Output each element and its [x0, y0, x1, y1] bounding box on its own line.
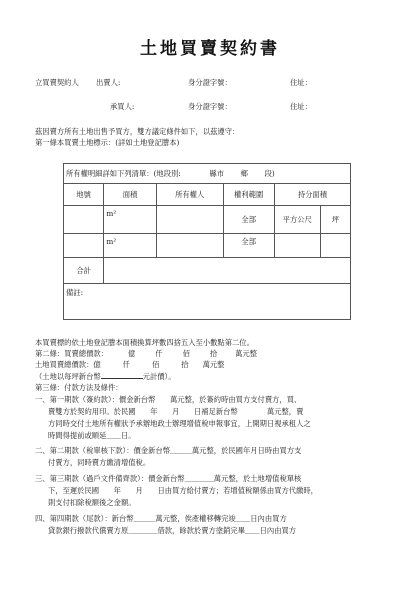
- area-unit-cell: m²: [104, 206, 156, 234]
- per-ping-suffix: 元計價）。: [142, 372, 176, 381]
- per-ping-blank[interactable]: [101, 371, 143, 379]
- holding-sqm-cell: [274, 234, 320, 258]
- payment-item-3-line: 下，至遲於民國 年 月 日由買方給付賣方；若增值稅額係由買方代繳時，: [48, 486, 318, 495]
- article-2-line: [35, 349, 257, 358]
- payment-item-1-line: 賣雙方於契約用印。於民國 年 月 日補足新台幣 萬元整，賣: [48, 407, 304, 416]
- area-unit-cell: m²: [104, 234, 156, 258]
- land-price-unit: 仟: [122, 360, 130, 369]
- land-price-unit: 佰: [151, 360, 160, 369]
- buyer-id-label: 身分證字號：: [188, 102, 232, 111]
- payment-item-2-line: 二、第二期款（稅單核下款）：價金新台幣＿＿＿萬元整，於民國年月日時由買方支: [35, 446, 302, 455]
- col-owner: 所有權人: [156, 184, 223, 206]
- col-scope: 權利範圍: [223, 184, 274, 206]
- lot-cell: [64, 234, 104, 258]
- payment-item-1-line: 方同時交付土地所有權狀予承辦地政士辦理增值稅申報事宜，上開期日視承租人之: [48, 419, 311, 428]
- payment-item-4-line: 四、第四期款（尾款）：新台幣＿＿＿萬元整，俟產權移轉完竣＿＿日內由買方: [35, 514, 287, 523]
- price-unit: 億: [127, 349, 136, 358]
- parties-intro: 立買賣契約人: [35, 78, 79, 87]
- article-3-heading: 第三條：付款方法及條件：: [35, 383, 123, 392]
- land-table: [63, 163, 351, 320]
- table-header-city: 縣市: [209, 168, 225, 178]
- payment-item-1-line: 時間得提前或順延＿＿日。: [48, 431, 136, 440]
- seller-id-label: 身分證字號：: [188, 78, 232, 87]
- price-unit: 拾: [209, 349, 218, 358]
- price-unit: 仟: [155, 349, 163, 358]
- holding-ping-cell: [320, 234, 350, 258]
- seller-address-label: 住址：: [290, 78, 312, 87]
- area-note: 本買賣標的依土地登記謄本面積換算坪數四捨五入至小數點第二位。: [35, 338, 254, 347]
- col-lot: 地號: [64, 184, 104, 206]
- table-header-row: [64, 164, 351, 184]
- land-price-unit: 拾: [181, 360, 189, 369]
- payment-item-3-line: 三、第三期款（過戶文件備齊款）：價金新台幣＿＿＿＿萬元整，於土地增值稅單核: [35, 474, 302, 483]
- land-price-unit: 萬元整: [202, 360, 225, 369]
- col-holding: 持分面積: [274, 184, 350, 206]
- owner-cell: [156, 234, 223, 258]
- document-title: 土地買賣契約書: [140, 39, 280, 59]
- article-1: 第一條本買賣土地標示：(詳如土地登記謄本): [35, 138, 180, 147]
- table-header-section: 段): [264, 168, 275, 178]
- table-header-township: 鄉: [240, 168, 248, 178]
- seller-label: 出賣人:: [96, 78, 121, 87]
- per-ping-prefix: （土地以每坪新台幣: [35, 372, 101, 381]
- article-2-heading: 第二條：買賣總價款：: [35, 349, 108, 358]
- scope-cell: 全部: [223, 206, 274, 234]
- payment-item-3-line: 則支付扣除稅額後之金額。: [48, 498, 136, 507]
- scope-cell: 全部: [223, 234, 274, 258]
- table-header-text: 所有權明細詳如下列清單：(地段別:: [66, 168, 181, 178]
- payment-item-4-line: 貸款銀行撥款代償賣方原＿＿＿＿借款，餘款於賣方塗銷完畢＿＿日內由買方: [48, 526, 297, 535]
- payment-item-1-line: 一、第一期款（簽約款）：價金新台幣 萬元整，於簽約時由買方支付賣方，買、: [35, 395, 302, 404]
- buyer-label: 承買人:: [110, 102, 135, 111]
- subtotal-value: [104, 258, 351, 284]
- notes-cell: [64, 284, 351, 320]
- holding-ping-cell: 坪: [320, 206, 350, 234]
- notes-label: 備註:: [66, 288, 84, 297]
- lot-cell: [64, 206, 104, 234]
- land-price-line: [35, 360, 224, 369]
- preamble: 茲因賣方所有土地出售予買方，雙方議定條件如下，以茲遵守：: [35, 127, 240, 136]
- payment-item-2-line: 付賣方，同時賣方繳清增值稅。: [48, 458, 151, 467]
- holding-sqm-cell: 平方公尺: [274, 206, 320, 234]
- owner-cell: [156, 206, 223, 234]
- land-price-label: 土地買賣總價款：億: [35, 360, 101, 369]
- price-unit: 萬元整: [235, 349, 258, 358]
- price-unit: 佰: [182, 349, 190, 358]
- buyer-address-label: 住址：: [290, 102, 312, 111]
- per-ping-line: [35, 371, 176, 381]
- col-area: 面積: [104, 184, 156, 206]
- subtotal-label: 合計: [64, 258, 104, 284]
